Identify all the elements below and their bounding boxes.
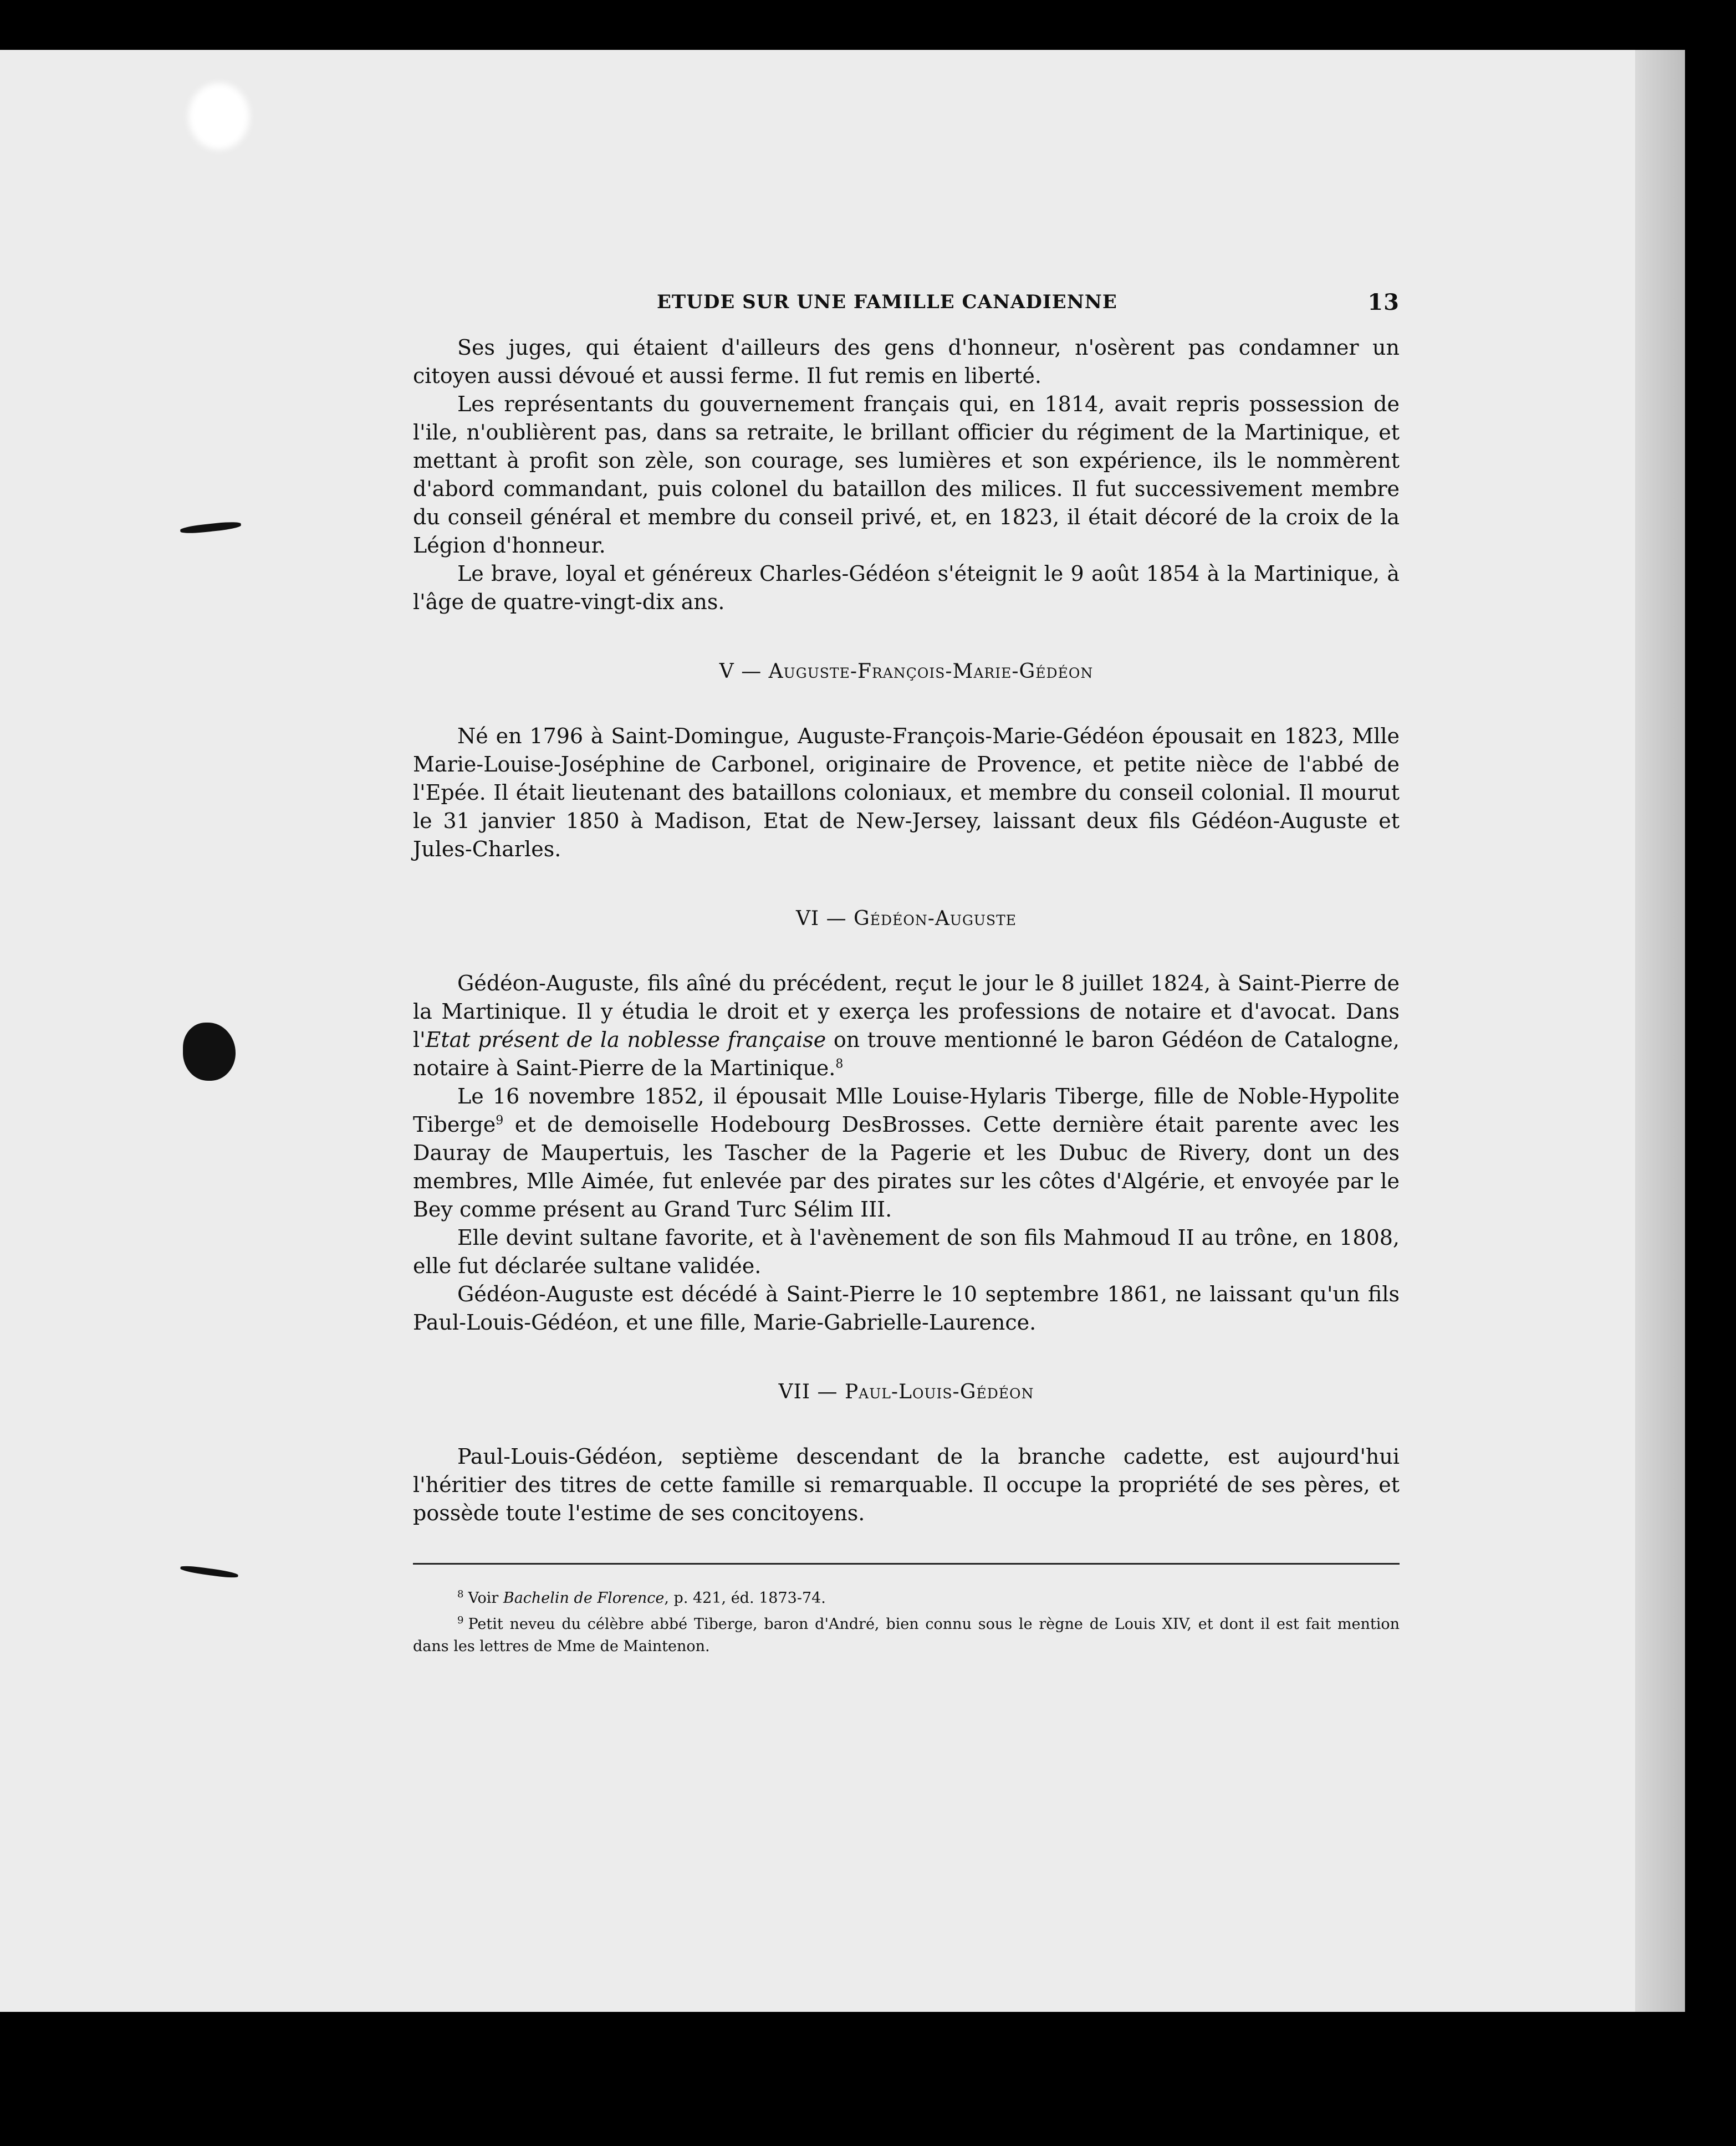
page-text: [413, 288, 1400, 1658]
running-head: [413, 288, 1400, 321]
paragraph: [413, 1082, 1400, 1224]
margin-mark: [180, 520, 242, 534]
paragraph: Ses juges, qui étaient d'ailleurs des gens d'honneur, n'osèrent pas condamner un citoyen aussi dévoué et aussi ferme. Il fut remis en liberté.: [413, 335, 1400, 388]
text-span: Gédéon-Auguste, fils aîné du précédent, reçut le jour le 8 juillet 1824, à Saint-Pierre de la Martinique. Il y étudia le droit et y exerça les professions de notaire et d'avocat. Dans l': [413, 971, 1400, 1052]
paragraph: Gédéon-Auguste est décédé à Saint-Pierre le 10 septembre 1861, ne laissant qu'un fils Paul-Louis-Gédéon, et une fille, Marie-Gabrielle-Laurence.: [413, 1282, 1400, 1335]
footnote-9: [413, 1610, 1400, 1658]
footnote-ref-9: 9: [496, 1113, 504, 1128]
margin-mark: [180, 1565, 239, 1579]
paragraph: Elle devint sultane favorite, et à l'avènement de son fils Mahmoud II au trône, en 1808, elle fut déclarée sultane validée.: [413, 1225, 1400, 1278]
section-heading-v: V — Auguste-François-Marie-Gédéon: [719, 660, 1094, 683]
page-edge-shadow: [1635, 50, 1685, 2012]
paragraph: Les représentants du gouvernement français qui, en 1814, avait repris possession de l'ile, n'oublièrent pas, dans sa retraite, le brillant officier du régiment de la Martinique, et mettant à profit son zèle, son courage, ses lumières et son expérience, ils le nommèrent d'abord commandant, puis colonel du bataillon des milices. Il fut successivement membre du conseil général et membre du conseil privé, et, en 1823, il était décoré de la croix de la Légion d'honneur.: [413, 392, 1400, 558]
paragraph: Le brave, loyal et généreux Charles-Gédéon s'éteignit le 9 août 1854 à la Martinique, à l'âge de quatre-vingt-dix ans.: [413, 561, 1400, 614]
italic-title: Etat présent de la noblesse française: [425, 1028, 826, 1052]
text-span: Petit neveu du célèbre abbé Tiberge, baron d'André, bien connu sous le règne de Louis XIV, et dont il est fait mention dans les lettres de Mme de Maintenon.: [413, 1616, 1400, 1655]
footnote-mark: 8: [457, 1588, 464, 1600]
text-span: Le 16 novembre 1852, il épousait Mlle Louise-Hylaris Tiberge, fille de Noble-Hypolite Tiberge: [413, 1084, 1400, 1137]
running-head-title: ETUDE SUR UNE FAMILLE CANADIENNE: [657, 291, 1117, 313]
scanned-page: [0, 50, 1685, 2012]
section-heading-vi: VI — Gédéon-Auguste: [795, 907, 1017, 930]
footnote-ref-8: 8: [835, 1057, 844, 1071]
text-span: et de demoiselle Hodebourg DesBrosses. Cette dernière était parente avec les Dauray de Maupertuis, les Tascher de la Pagerie et les Dubuc de Rivery, dont un des membres, Mlle Aimée, fut enlevée par des pirates sur les côtes d'Algérie, et envoyée par le Bey comme présent au Grand Turc Sélim III.: [413, 1112, 1400, 1222]
text-span: , p. 421, éd. 1873-74.: [664, 1590, 826, 1607]
footnote-mark: 9: [457, 1614, 464, 1626]
section-heading-vii: VII — Paul-Louis-Gédéon: [778, 1381, 1034, 1403]
white-fleck: [188, 83, 249, 150]
paragraph: Paul-Louis-Gédéon, septième descendant de la branche cadette, est aujourd'hui l'héritier des titres de cette famille si remarquable. Il occupe la propriété de ses pères, et possède toute l'estime de ses concitoyens.: [413, 1444, 1400, 1525]
paragraph: [413, 969, 1400, 1082]
paragraph: Né en 1796 à Saint-Domingue, Auguste-François-Marie-Gédéon épousait en 1823, Mlle Marie-Louise-Joséphine de Carbonel, originaire de Provence, et petite nièce de l'abbé de l'Epée. Il était lieutenant des bataillons coloniaux, et membre du conseil colonial. Il mourut le 31 janvier 1850 à Madison, Etat de New-Jersey, laissant deux fils Gédéon-Auguste et Jules-Charles.: [413, 724, 1400, 861]
footnote-8: [413, 1583, 1400, 1610]
text-span: on trouve mentionné le baron Gédéon de Catalogne, notaire à Saint-Pierre de la Martinique.: [413, 1028, 1400, 1080]
footnote-divider: [413, 1563, 1400, 1565]
italic-title: Bachelin de Florence: [503, 1590, 665, 1607]
margin-blot: [183, 1023, 236, 1081]
page-number: 13: [1367, 289, 1400, 315]
text-span: Voir: [468, 1590, 503, 1607]
